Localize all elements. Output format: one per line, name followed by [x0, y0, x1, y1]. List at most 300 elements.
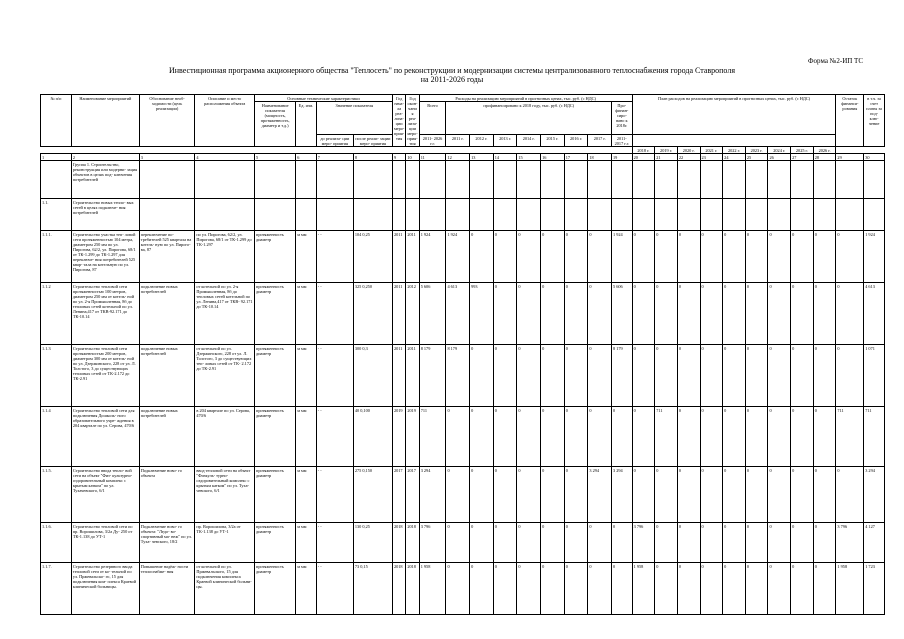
row-year-start: 2017: [392, 467, 405, 523]
empty-cell: [836, 161, 864, 199]
row-year-end: 2011: [406, 231, 419, 283]
row-unit: м мм: [296, 407, 317, 467]
hdr-plan-year: 2024 г.: [768, 147, 791, 154]
hdr-year-start: Год нача- ла реа- лиза- ции меро- прия- тия: [392, 95, 405, 147]
row-fin-2016: 0: [564, 563, 588, 615]
row-after: 104 0,25: [353, 231, 392, 283]
row-need: переключение по- требителей 525 квартала на котель- ную по ул. Пирого- ва, 87: [139, 231, 195, 283]
row-total: 1 924: [419, 231, 446, 283]
row-fin-2015: 0: [541, 563, 565, 615]
row-fin-2014: 0: [517, 563, 541, 615]
row-plan-2026: 0: [813, 563, 836, 615]
empty-cell: [517, 199, 541, 231]
row-plan-2022: 0: [723, 407, 746, 467]
row-num: 1.1.4: [41, 407, 72, 467]
hdr-desc: Описание и место расположения объекта: [195, 95, 255, 147]
row-fin-2017: 0: [588, 563, 612, 615]
row-plan-2020: 0: [677, 563, 700, 615]
empty-cell: [255, 161, 296, 199]
row-year-start: 2018: [392, 563, 405, 615]
row-tech-name: протяженность диаметр: [255, 283, 296, 345]
row-tech-name: протяженность диаметр: [255, 407, 296, 467]
row-fin-2013: 0: [493, 345, 517, 407]
row-after: 300 0,3: [353, 345, 392, 407]
row-plan-2018: 0: [632, 345, 655, 407]
hdr-fin-year: 2017 г.: [588, 135, 612, 147]
row-plan-2026: 0: [813, 283, 836, 345]
row-plan-2022: 0: [723, 283, 746, 345]
table-header: [41, 95, 885, 154]
row-plan-2025: 0: [791, 345, 814, 407]
column-number: 2: [71, 154, 139, 161]
row-incl: 1 723: [864, 563, 885, 615]
row-total: 3 796: [419, 523, 446, 563]
row-name: Строительство резервного ввода тепловой сети от ко- тельной по ул. Пржевальско- го, 15 для подключения ком- плекса Краевой клинической больницы.: [71, 563, 139, 615]
empty-cell: [446, 199, 470, 231]
table-row: [41, 283, 885, 345]
row-unit: м мм: [296, 283, 317, 345]
hdr-plan: План расходов на реализацию мероприятий в прогнозных ценах, тыс. руб. (с НДС): [632, 95, 836, 135]
row-fin-2016: 0: [564, 231, 588, 283]
empty-cell: [353, 199, 392, 231]
row-fin-2014: 0: [517, 231, 541, 283]
empty-cell: [139, 199, 195, 231]
column-number: 13: [470, 154, 494, 161]
row-plan-2019: 711: [655, 407, 678, 467]
row-fin-2013: 0: [493, 467, 517, 523]
empty-cell: [632, 161, 655, 199]
row-incl: 3 294: [864, 467, 885, 523]
row-year-start: 2019: [392, 407, 405, 467]
row-plan-2020: 0: [677, 283, 700, 345]
row-fin-2011: 0: [446, 467, 470, 523]
row-fin-total: 3 294: [612, 467, 633, 523]
row-plan-2025: 0: [791, 407, 814, 467]
row-num: 1.1.5.: [41, 467, 72, 523]
row-plan-2022: 0: [723, 467, 746, 523]
row-fin-2016: 0: [564, 523, 588, 563]
row-after: 325 0,250: [353, 283, 392, 345]
row-desc: от котельной по ул. 2-я Промышленная, 8б до тепловых сетей котельной по ул. Ленина,417 от ТКВ- 92.171 до ТК-10.14: [195, 283, 255, 345]
empty-cell: [564, 161, 588, 199]
row-plan-2019: 0: [655, 345, 678, 407]
hdr-fin-year: 2011 г.: [446, 135, 470, 147]
hdr-plan-year: 2022 г.: [723, 147, 746, 154]
row-fin-2014: 0: [517, 345, 541, 407]
row-fin-2012: 0: [470, 523, 494, 563]
group-text: Группа 1. Строительство, реконструкция или модерни- зация объектов в целях под- ключения потребителей: [71, 161, 139, 199]
hdr-plan-year: 2019 г.: [655, 147, 678, 154]
row-desc: от котельной по ул. Пржевальского, 15 для подключения комплекса Краевой клинической больни- цы.: [195, 563, 255, 615]
row-fin-2013: 0: [493, 231, 517, 283]
column-number: 28: [813, 154, 836, 161]
row-num: 1.1.7.: [41, 563, 72, 615]
row-plan-2023: 0: [745, 563, 768, 615]
row-num: 1.1.1.: [41, 231, 72, 283]
row-plan-2018: 0: [632, 231, 655, 283]
hdr-remain: Остаток финанси- рования: [836, 95, 864, 147]
hdr-year-end: Год окон- чания реа- лиза- ции меро- прия- тия: [407, 95, 418, 146]
row-before: - -: [316, 523, 353, 563]
row-name: Строительство участка теп- ловой сети протяженностью 104 метра, диаметром 250 мм по ул. Пирогова, 62/2, ул. Пирогова, 68/1 от ТК-1.299 до ТК-1.297 для переключе- ния потребителей 525 квар- тала на котельную по ул. Пирогова, 87: [71, 231, 139, 283]
row-incl: 1 924: [864, 231, 885, 283]
empty-cell: [745, 161, 768, 199]
row-need: Подключение ново- го объекта: "Ледо- во-спортивный ма- неж" по ул. Туха- чевского, 18/2: [139, 523, 195, 563]
column-number: 11: [419, 154, 446, 161]
row-fin-2016: 0: [564, 407, 588, 467]
row-incl: 711: [864, 407, 885, 467]
row-plan-2025: 0: [791, 563, 814, 615]
table-row: [41, 231, 885, 283]
row-plan-2020: 0: [677, 523, 700, 563]
empty-cell: [864, 161, 885, 199]
row-plan-2024: 0: [768, 563, 791, 615]
row-plan-2020: 0: [677, 231, 700, 283]
column-number: 7: [316, 154, 353, 161]
row-plan-2026: 0: [813, 523, 836, 563]
row-fin-2011: 4 613: [446, 283, 470, 345]
row-remain: 0: [836, 467, 864, 523]
row-plan-2024: 0: [768, 407, 791, 467]
row-plan-2024: 0: [768, 283, 791, 345]
row-desc: в 204 квартале по ул. Серова, 470/6: [195, 407, 255, 467]
empty-cell: [632, 199, 655, 231]
column-number: 16: [541, 154, 565, 161]
row-year-end: 2018: [406, 523, 419, 563]
row-total: 1 958: [419, 563, 446, 615]
row-fin-2011: 0: [446, 523, 470, 563]
empty-cell: [446, 161, 470, 199]
hdr-plan-year: 2026 г.: [813, 147, 836, 154]
hdr-plan-year: 2023 г.: [745, 147, 768, 154]
row-fin-2015: 0: [541, 345, 565, 407]
row-plan-2022: 0: [723, 563, 746, 615]
table-row: [41, 467, 885, 523]
hdr-tech: Основные технические характеристики: [255, 95, 393, 102]
column-number: 9: [392, 154, 405, 161]
hdr-total: Всего: [419, 102, 446, 135]
row-total: 8 179: [419, 345, 446, 407]
empty-cell: [296, 199, 317, 231]
empty-cell: [700, 199, 723, 231]
empty-cell: [470, 199, 494, 231]
row-fin-2011: 1 924: [446, 231, 470, 283]
row-plan-2026: 0: [813, 345, 836, 407]
row-plan-2019: 0: [655, 231, 678, 283]
row-fin-total: 0: [612, 523, 633, 563]
row-name: Строительство тепловой сети протяженностью 200 метров, диаметром 300 мм от котель- ной по ул. Дзержинского, 228 от ул. Л. Толстого, 3 до существующих тепловых сетей от ТК-2.172 до ТК-2.91: [71, 345, 139, 407]
row-plan-2019: 0: [655, 523, 678, 563]
row-plan-2022: 0: [723, 345, 746, 407]
empty-cell: [139, 161, 195, 199]
row-fin-2012: 0: [470, 345, 494, 407]
row-total: 5 606: [419, 283, 446, 345]
row-fin-2014: 0: [517, 467, 541, 523]
empty-cell: [406, 161, 419, 199]
hdr-financed: профинансировано к 2018 году, тыс. руб. (с НДС): [446, 102, 612, 135]
row-plan-2021: 0: [700, 345, 723, 407]
hdr-fin-total: Про- финан- сиро- вано к 2018г.: [612, 102, 633, 135]
empty-cell: [493, 199, 517, 231]
group-rows: [41, 161, 885, 231]
column-number: 19: [612, 154, 633, 161]
column-number: 14: [493, 154, 517, 161]
empty-cell: [612, 161, 633, 199]
empty-cell: [195, 161, 255, 199]
row-before: - -: [316, 563, 353, 615]
empty-cell: [541, 161, 565, 199]
row-fin-2015: 0: [541, 407, 565, 467]
empty-cell: [493, 161, 517, 199]
empty-cell: [316, 199, 353, 231]
row-plan-2025: 0: [791, 467, 814, 523]
row-after: 130 0,25: [353, 523, 392, 563]
row-fin-total: 1 924: [612, 231, 633, 283]
row-year-start: 2011: [392, 231, 405, 283]
title-line-2: на 2011-2026 годы: [420, 75, 484, 84]
hdr-tech-unit: Ед. изм.: [296, 102, 317, 147]
row-name: Строительство тепловой сети для подключения Дошколь- ного образовательного учре- ждения в 204 квартале по ул. Серова, 470/6: [71, 407, 139, 467]
hdr-tech-value: Значение показателя: [316, 102, 392, 135]
group-row: [41, 161, 885, 199]
hdr-fin-year: 2013 г.: [493, 135, 517, 147]
row-plan-2021: 0: [700, 407, 723, 467]
row-fin-2017: 0: [588, 231, 612, 283]
group-row: [41, 199, 885, 231]
row-need: Повышение надёж- ности теплоснабже- ния: [139, 563, 195, 615]
row-name: Строительство тепловой сети протяженностью 100 метров, диаметром 250 мм от котель- ной по ул. 2-я Промышленная, 8б до тепловых сетей котельной по ул. Ленина,417 от ТКВ-92.171 до ТК-10.14: [71, 283, 139, 345]
hdr-fin-total-years: 2011- 2017 г.г.: [612, 135, 633, 147]
empty-cell: [864, 199, 885, 231]
empty-cell: [588, 161, 612, 199]
row-year-end: 2011: [406, 345, 419, 407]
row-need: подключение новых потребителей: [139, 345, 195, 407]
empty-cell: [517, 161, 541, 199]
row-after: 275 0,150: [353, 467, 392, 523]
empty-cell: [316, 161, 353, 199]
row-fin-2017: 0: [588, 407, 612, 467]
empty-cell: [791, 161, 814, 199]
empty-cell: [813, 161, 836, 199]
row-remain: 711: [836, 407, 864, 467]
hdr-after: после реали- зации меро- приятия: [353, 135, 392, 147]
table-body: [41, 231, 885, 615]
row-year-end: 2019: [406, 407, 419, 467]
row-plan-2021: 0: [700, 523, 723, 563]
row-remain: 0: [836, 345, 864, 407]
row-plan-2023: 0: [745, 467, 768, 523]
empty-cell: [255, 199, 296, 231]
column-number: 22: [677, 154, 700, 161]
row-after: 73 0,15: [353, 563, 392, 615]
empty-cell: [296, 161, 317, 199]
empty-cell: [353, 161, 392, 199]
column-number: 27: [791, 154, 814, 161]
row-fin-2015: 0: [541, 523, 565, 563]
row-remain: 0: [836, 283, 864, 345]
row-fin-2012: 0: [470, 407, 494, 467]
column-numbers: [41, 154, 885, 161]
hdr-costs: Расходы на реализацию мероприятий в прогнозных ценах, тыс. руб. (с НДС): [419, 95, 632, 102]
row-plan-2020: 0: [677, 467, 700, 523]
empty-cell: [700, 161, 723, 199]
row-plan-2026: 0: [813, 231, 836, 283]
column-number-row: [41, 154, 885, 161]
empty-cell: [723, 161, 746, 199]
row-plan-2018: 1 958: [632, 563, 655, 615]
row-tech-name: протяженность диаметр: [255, 523, 296, 563]
row-desc: пр. Ворошилова, 3/2а от ТК-1.138 до УТ-1: [195, 523, 255, 563]
table-row: [41, 523, 885, 563]
row-plan-2018: 0: [632, 467, 655, 523]
row-plan-2020: 0: [677, 345, 700, 407]
row-name: Строительство тепловой сети по пр. Ворошилова, 3/2а Ду- 250 от ТК-1.138 до УТ-1: [71, 523, 139, 563]
row-fin-total: 0: [612, 563, 633, 615]
row-fin-2013: 0: [493, 407, 517, 467]
row-before: - -: [316, 283, 353, 345]
hdr-tech-name: Наименование показателя (мощность, протяженность, диаметр и т.д.): [255, 102, 296, 147]
empty-cell: [392, 199, 405, 231]
row-plan-2019: 0: [655, 563, 678, 615]
row-plan-2022: 0: [723, 231, 746, 283]
empty-cell: [677, 161, 700, 199]
hdr-name: Наименование мероприятий: [71, 95, 139, 147]
row-fin-2012: 0: [470, 467, 494, 523]
empty-cell: [406, 199, 419, 231]
row-fin-2013: 0: [493, 283, 517, 345]
row-incl: 4 127: [864, 523, 885, 563]
row-before: - -: [316, 407, 353, 467]
row-year-start: 2011: [392, 345, 405, 407]
row-need: подключение новых потребителей: [139, 407, 195, 467]
row-plan-2025: 0: [791, 283, 814, 345]
row-year-end: 2012: [406, 283, 419, 345]
hdr-incl: в т.ч. за счет платы за под- клю- чение: [864, 95, 885, 147]
row-fin-2012: 993: [470, 283, 494, 345]
row-plan-2025: 0: [791, 231, 814, 283]
row-fin-2011: 0: [446, 407, 470, 467]
row-plan-2021: 0: [700, 467, 723, 523]
empty-cell: [195, 199, 255, 231]
row-fin-2017: 0: [588, 523, 612, 563]
column-number: 30: [864, 154, 885, 161]
empty-cell: [419, 199, 446, 231]
row-fin-2014: 0: [517, 283, 541, 345]
row-fin-2014: 0: [517, 523, 541, 563]
column-number: 4: [195, 154, 255, 161]
column-number: 20: [632, 154, 655, 161]
row-plan-2024: 0: [768, 523, 791, 563]
column-number: 6: [296, 154, 317, 161]
row-plan-2026: 0: [813, 467, 836, 523]
row-year-end: 2018: [406, 563, 419, 615]
column-number: 15: [517, 154, 541, 161]
row-year-start: 2011: [392, 283, 405, 345]
row-fin-2015: 0: [541, 467, 565, 523]
column-number: 21: [655, 154, 678, 161]
row-plan-2024: 0: [768, 231, 791, 283]
row-fin-2015: 0: [541, 283, 565, 345]
row-unit: м мм: [296, 523, 317, 563]
row-fin-2016: 0: [564, 345, 588, 407]
empty-cell: [768, 161, 791, 199]
column-number: 1: [41, 154, 72, 161]
row-plan-2026: 0: [813, 407, 836, 467]
empty-cell: [791, 199, 814, 231]
row-incl: 1 071: [864, 345, 885, 407]
row-tech-name: протяженность диаметр: [255, 467, 296, 523]
row-fin-2014: 0: [517, 407, 541, 467]
group-num: [41, 161, 72, 199]
column-number: 8: [353, 154, 392, 161]
title-line-1: Инвестиционная программа акционерного общества "Теплосеть" по реконструкции и модернизации системы централизованного теплоснабжения города Ставрополя: [168, 66, 735, 75]
hdr-before: до реализа- ции меро- приятия: [316, 135, 353, 147]
row-need: Подключение ново- го объекта: [139, 467, 195, 523]
column-number: 24: [723, 154, 746, 161]
row-desc: ввод тепловой сети на объект "Физкуль- турно- оздоровительный комплекс с крытым катком" по ул. Туха- чевского, 6/1: [195, 467, 255, 523]
column-number: 17: [564, 154, 588, 161]
column-number: 12: [446, 154, 470, 161]
row-plan-2019: 0: [655, 283, 678, 345]
row-plan-2018: 3 796: [632, 523, 655, 563]
column-number: 5: [255, 154, 296, 161]
hdr-fin-year: 2015 г.: [541, 135, 565, 147]
column-number: 29: [836, 154, 864, 161]
row-plan-2021: 0: [700, 231, 723, 283]
empty-cell: [612, 199, 633, 231]
row-after: 40 0,100: [353, 407, 392, 467]
form-number: Форма №2-ИП ТС: [808, 57, 863, 65]
row-unit: м мм: [296, 467, 317, 523]
row-fin-2012: 0: [470, 231, 494, 283]
empty-cell: [564, 199, 588, 231]
row-num: 1.1.6.: [41, 523, 72, 563]
row-fin-total: 0: [612, 407, 633, 467]
empty-cell: [836, 199, 864, 231]
column-number: 25: [745, 154, 768, 161]
row-fin-2017: 0: [588, 283, 612, 345]
row-plan-2023: 0: [745, 407, 768, 467]
row-tech-name: протяженность диаметр: [255, 563, 296, 615]
empty-cell: [655, 161, 678, 199]
hdr-fin-year: 2014 г.: [517, 135, 541, 147]
table-row: [41, 345, 885, 407]
empty-cell: [745, 199, 768, 231]
hdr-total-years: 2011- 2026 г.г.: [419, 135, 446, 147]
row-total: 3 294: [419, 467, 446, 523]
empty-cell: [655, 199, 678, 231]
row-plan-2018: 0: [632, 283, 655, 345]
row-plan-2025: 0: [791, 523, 814, 563]
row-plan-2021: 0: [700, 283, 723, 345]
column-number: 23: [700, 154, 723, 161]
row-num: 1.1.2: [41, 283, 72, 345]
empty-cell: [588, 199, 612, 231]
group-text: Строительство новых тепло- вых сетей в целях подключе- ния потребителей: [71, 199, 139, 231]
row-plan-2023: 0: [745, 283, 768, 345]
empty-cell: [813, 199, 836, 231]
row-unit: м мм: [296, 231, 317, 283]
table-row: [41, 563, 885, 615]
row-plan-2023: 0: [745, 231, 768, 283]
row-fin-2016: 0: [564, 467, 588, 523]
hdr-plan-year: 2021 г.: [700, 147, 723, 154]
row-remain: 0: [836, 231, 864, 283]
row-plan-2018: 0: [632, 407, 655, 467]
row-plan-2024: 0: [768, 467, 791, 523]
row-plan-2023: 0: [745, 523, 768, 563]
row-remain: 3 796: [836, 523, 864, 563]
